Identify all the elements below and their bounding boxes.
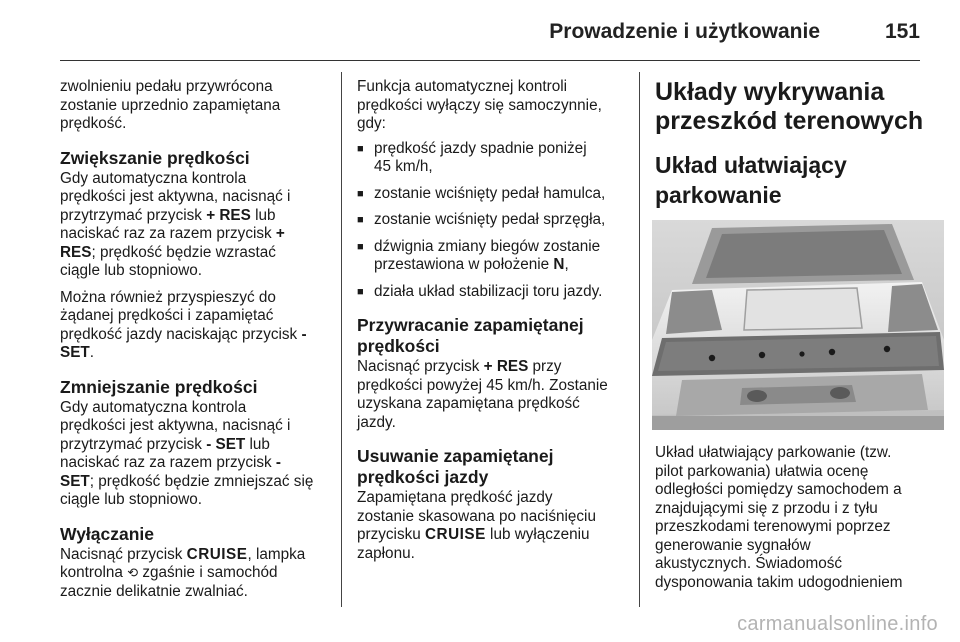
key-minus-set: - SET (60, 325, 307, 361)
bullet-square-icon: ■ (357, 285, 364, 298)
paragraph-increase-1: Gdy automatyczna kontrola prędkości jest aktywna, nacisnąć i przytrzymać przycisk + RES lub naciskać raz za razem przycisk + RES; prędkość będzie wzrastać ciągle lub stopniowo. (60, 169, 291, 279)
gear-position-n: N (553, 256, 565, 273)
heading-switch-off: Wyłączanie (60, 523, 155, 544)
header-rule (60, 60, 920, 61)
key-cruise: CRUISE (186, 545, 248, 563)
key-plus-res: + RES (206, 206, 251, 224)
key-cruise: CRUISE (425, 526, 486, 543)
section-subheading-parking-assist: Układ ułatwiający parkowanie (655, 152, 847, 208)
paragraph-auto-off-intro: Funkcja automatycznej kontroli prędkości wyłączy się samoczynnie, gdy: (357, 78, 602, 132)
paragraph-decrease-1: Gdy automatyczna kontrola prędkości jest aktywna, nacisnąć i przytrzymać przycisk - SET lub naciskać raz za razem przycisk - SET; prędkość będzie zmniejszać się ciągle lub stopniowo. (60, 398, 314, 508)
bullet-square-icon: ■ (357, 142, 364, 155)
list-item: ■ zostanie wciśnięty pedał sprzęgła, (357, 211, 606, 228)
paragraph-parking-assist: Układ ułatwiający parkowanie (tzw. pilot parkowania) ułatwia ocenę odległości pomiędzy samochodem a znajdującymi się z przodu i z tyłu przeszkodami terenowymi poprzez generowanie sygnałów akustycznych. Świadomość dysponowania takim udogodnieniem (655, 444, 903, 591)
paragraph-continuation: zwolnieniu pedału przywrócona zostanie uprzednio zapamiętana prędkość. (60, 78, 281, 132)
column-right (655, 78, 927, 600)
car-rear-bumper-photo (652, 220, 944, 430)
running-header-title: Prowadzenie i użytkowanie (549, 20, 820, 43)
key-minus-set: - SET (206, 435, 246, 453)
heading-restore-speed: Przywracanie zapamiętanej prędkości (357, 315, 584, 356)
heading-increase-speed: Zwiększanie prędkości (60, 147, 250, 168)
list-item: ■ dźwignia zmiany biegów zostanie przestawiona w położenie N, (357, 237, 601, 273)
section-heading-obstacle-detection: Układy wykrywania przeszkód terenowych (655, 78, 924, 135)
paragraph-restore-speed: Nacisnąć przycisk + RES przy prędkości powyżej 45 km/h. Zostanie uzyskana zapamiętana prędkość jazdy. (357, 358, 608, 431)
heading-delete-speed: Usuwanie zapamiętanej prędkości jazdy (357, 446, 554, 487)
page-number: 151 (884, 20, 920, 43)
list-item: ■ działa układ stabilizacji toru jazdy. (357, 282, 603, 300)
cruise-control-indicator-icon: ⟲ (127, 565, 139, 580)
column-left (60, 78, 332, 609)
key-plus-res: + RES (483, 358, 529, 375)
auto-off-conditions-list (357, 140, 629, 302)
key-minus-set: - SET (60, 454, 282, 490)
watermark: carmanualsonline.info (737, 613, 938, 635)
paragraph-increase-2: Można również przyspieszyć do żądanej prędkości i zapamiętać prędkość jazdy naciskając przycisk - SET. (60, 288, 307, 361)
bullet-square-icon: ■ (357, 240, 364, 253)
column-divider-right (639, 72, 640, 607)
heading-decrease-speed: Zmniejszanie prędkości (60, 376, 258, 397)
bullet-square-icon: ■ (357, 214, 364, 226)
list-item: ■ zostanie wciśnięty pedał hamulca, (357, 184, 606, 202)
column-middle (357, 78, 629, 571)
bullet-square-icon: ■ (357, 187, 364, 200)
list-item: ■ prędkość jazdy spadnie poniżej 45 km/h, (357, 139, 587, 175)
paragraph-delete-speed: Zapamiętana prędkość jazdy zostanie skasowana po naciśnięciu przycisku CRUISE lub wyłączeniu zapłonu. (357, 489, 596, 562)
key-plus-res: + RES (60, 225, 285, 261)
column-divider-left (341, 72, 342, 607)
paragraph-switch-off: Nacisnąć przycisk CRUISE, lampka kontrolna ⟲ zgaśnie i samochód zacznie delikatnie zwalniać. (60, 545, 306, 600)
